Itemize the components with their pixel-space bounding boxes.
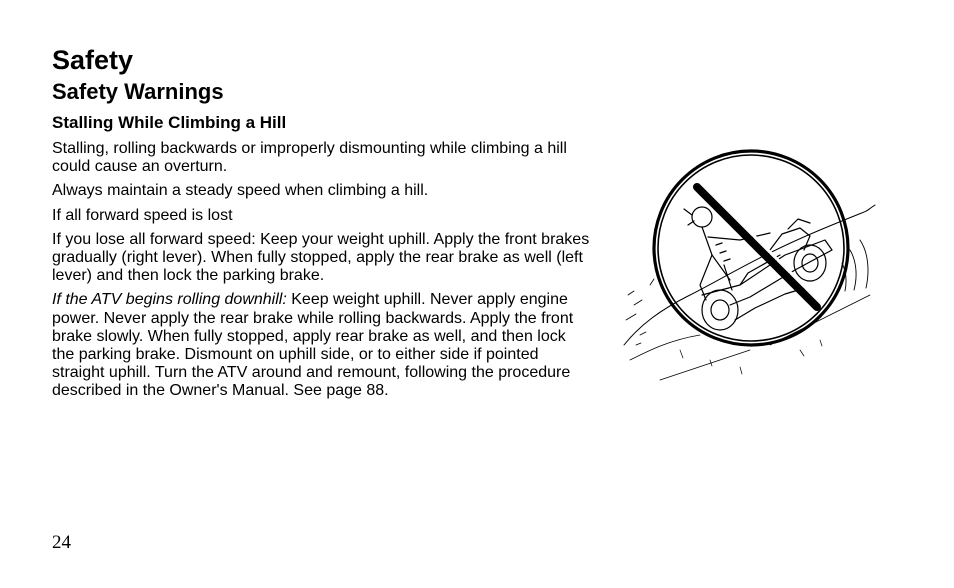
paragraph-lose-speed-instructions: If you lose all forward speed: Keep your weight uphill. Apply the front brakes gradually (right lever). When fully stopped, apply the rear brake as well (left lever) and then lock the parking brake. — [52, 230, 590, 285]
paragraph-forward-speed-lost: If all forward speed is lost — [52, 206, 233, 224]
subsection-heading: Stalling While Climbing a Hill — [52, 113, 287, 132]
body-text — [52, 140, 592, 407]
rolling-downhill-instructions: Keep weight uphill. Never apply engine power. Never apply the rear brake while rolling backwards. Apply the front brake slowly. When fully stopped, apply rear brake as well, and then lock the parking brake. Dismount on uphill side, or to either side if pointed straight uphill. Turn the ATV around and remount, following the procedure described in the Owner's Manual. See page 88. — [52, 291, 574, 400]
section-title: Safety Warnings — [52, 79, 224, 104]
paragraph-overturn-warning: Stalling, rolling backwards or improperly dismounting while climbing a hill could cause an overturn. — [52, 140, 567, 176]
paragraph-rolling-downhill — [52, 291, 592, 400]
prohibited-atv-hill-climb-icon — [620, 145, 880, 385]
page-number: 24 — [52, 532, 71, 553]
rolling-downhill-label: If the ATV begins rolling downhill: — [52, 291, 287, 309]
page-title: Safety — [52, 45, 134, 75]
paragraph-steady-speed: Always maintain a steady speed when climbing a hill. — [52, 182, 429, 200]
